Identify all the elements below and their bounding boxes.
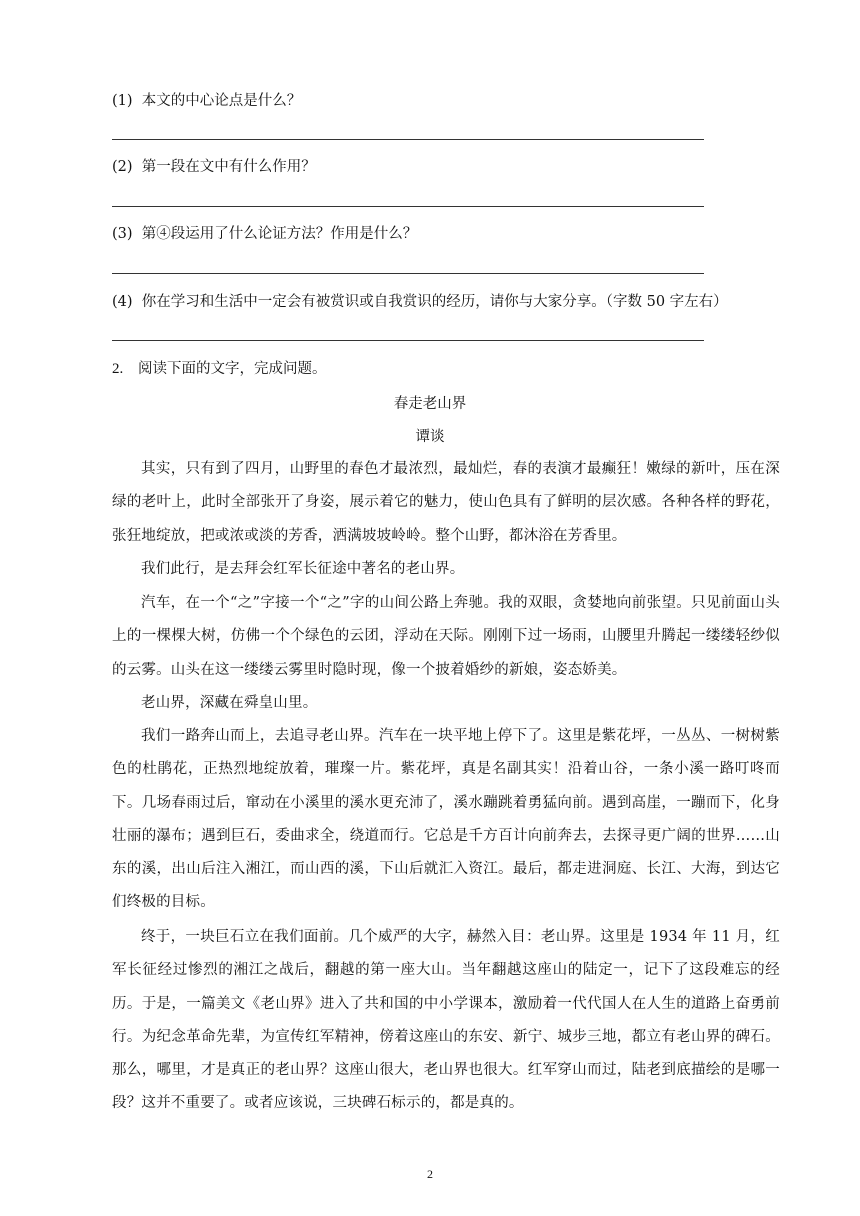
question-3-text: 第④段运用了什么论证方法？作用是什么？ <box>141 226 418 242</box>
article-paragraph-3: 汽车，在一个“之”字接一个“之”字的山间公路上奔驰。我的双眼，贪婪地向前张望。只见前面山头上的一棵棵大树，仿佛一个个绿色的云团，浮动在天际。刚刚下过一场雨，山腰里升腾起一缕缕轻纱似的云雾。山头在这一缕缕云雾里时隐时现，像一个披着婚纱的新娘，姿态娇美。 <box>112 595 780 678</box>
article-paragraph-5: 我们一路奔山而上，去追寻老山界。汽车在一块平地上停下了。这里是紫花坪，一丛丛、一树树紫色的杜鹃花，正热烈地绽放着，璀璨一片。紫花坪，真是名副其实！沿着山谷，一条小溪一路叮咚而下。几场春雨过后，窜动在小溪里的溪水更充沛了，溪水蹦跳着勇猛向前。遇到高崖，一蹦而下，化身壮丽的瀑布；遇到巨石，委曲求全，绕道而行。它总是千方百计向前奔去，去探寻更广阔的世界……山东的溪，出山后注入湘江，而山西的溪，下山后就汇入资江。最后，都走进洞庭、长江、大海，到达它们终极的目标。 <box>112 728 780 911</box>
question-1 <box>112 91 301 111</box>
page-number: 2 <box>427 1167 433 1181</box>
question-4-label: (4) <box>112 294 133 310</box>
question-2-label: (2) <box>112 159 133 175</box>
section-instruction: 阅读下面的文字，完成问题。 <box>138 361 327 377</box>
question-1-text: 本文的中心论点是什么？ <box>141 93 302 109</box>
article-title: 春走老山界 <box>393 396 467 412</box>
question-4 <box>112 292 728 312</box>
article-paragraph-4: 老山界，深藏在舜皇山里。 <box>141 695 318 711</box>
question-4-text: 你在学习和生活中一定会有被赏识或自我赏识的经历，请你与大家分享。（字数 50 字左右） <box>141 294 728 310</box>
section-heading <box>112 359 327 379</box>
article-paragraph-6: 终于，一块巨石立在我们面前。几个威严的大字，赫然入目：老山界。这里是 1934 年 11 月，红军长征经过惨烈的湘江之战后，翻越的第一座大山。当年翻越这座山的陆定一，记下了这段难忘的经历。于是，一篇美文《老山界》进入了共和国的中小学课本，激励着一代代国人在人生的道路上奋勇前行。为纪念革命先辈，为宣传红军精神，傍着这座山的东安、新宁、城步三地，都立有老山界的碑石。那么，哪里，才是真正的老山界？这座山很大，老山界也很大。红军穿山而过，陆老到底描绘的是哪一段？这并不重要了。或者应该说，三块碑石标示的，都是真的。 <box>112 929 780 1112</box>
answer-line-1[interactable] <box>112 139 704 140</box>
question-3-label: (3) <box>112 226 133 242</box>
question-2 <box>112 157 316 177</box>
answer-line-3[interactable] <box>112 273 704 274</box>
article-paragraph-2: 我们此行，是去拜会红军长征途中著名的老山界。 <box>141 561 465 577</box>
article-author: 谭谈 <box>415 429 445 445</box>
question-1-label: (1) <box>112 93 133 109</box>
article-paragraph-1: 其实，只有到了四月，山野里的春色才最浓烈，最灿烂，春的表演才最癫狂！嫩绿的新叶，压在深绿的老叶上，此时全部张开了身姿，展示着它的魅力，使山色具有了鲜明的层次感。各种各样的野花，张狂地绽放，把或浓或淡的芳香，洒满坡坡岭岭。整个山野，都沐浴在芳香里。 <box>112 461 780 544</box>
question-3 <box>112 224 417 244</box>
answer-line-4[interactable] <box>112 340 704 341</box>
answer-line-2[interactable] <box>112 206 704 207</box>
question-2-text: 第一段在文中有什么作用？ <box>141 159 316 175</box>
section-number: 2. <box>112 361 124 377</box>
